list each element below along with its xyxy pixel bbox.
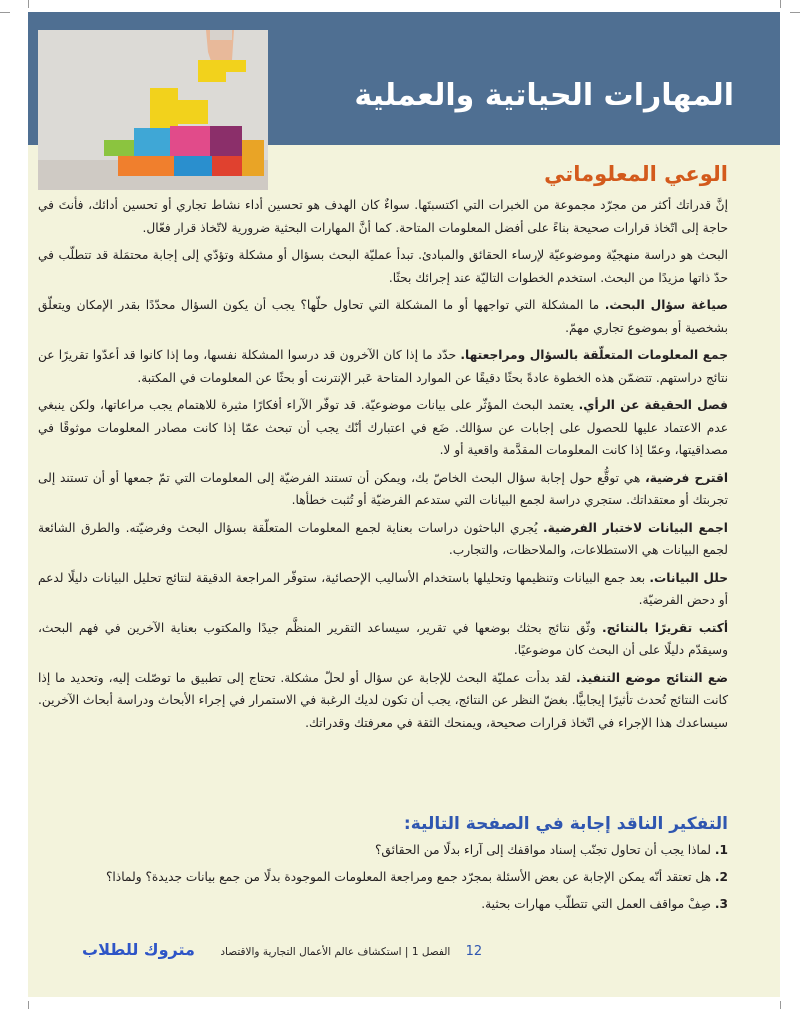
step-term: حلل البيانات.: [649, 570, 728, 585]
step-term: صياغة سؤال البحث.: [604, 298, 729, 312]
critical-thinking-box: [38, 814, 728, 921]
question-text: هل تعتقد أنّه يمكن الإجابة عن بعض الأسئلة بمجرّد جمع ومراجعة المعلومات الموجودة بدلًا من جمع بيانات جديدة؟ ولماذا؟: [105, 870, 715, 884]
question-item: [38, 894, 728, 915]
crop-mark: [780, 1001, 781, 1009]
section-title: الوعي المعلوماتي: [544, 162, 728, 186]
step-paragraph: [38, 294, 728, 339]
step-paragraph: [38, 567, 728, 612]
critical-thinking-title: التفكير الناقد إجابة في الصفحة التالية:: [403, 814, 728, 834]
intro-paragraph: إنَّ قدراتك أكثر من مجرّد مجموعة من الخبرات التي اكتسبتَها. سواءٌ كان الهدف هو تحسين أداء نشاط تجاري أو تحسين أدائك، فأنتَ في حاجة إلى اتّخاذ قرارات صحيحة بناءً على أفضل المعلومات المتاحة. كما أنَّ المهارات البحثية ضرورية لاتّخاذ قرار فعّال.: [38, 198, 728, 235]
step-text: بعد جمع البيانات وتنظيمها وتحليلها باستخدام الأساليب الإحصائية، ستوفّر المراجعة الدقيقة لنتائج تحليل البيانات دليلًا لدعم أو دحض الفرضيّة.: [38, 570, 728, 607]
page-footer: [82, 940, 502, 959]
crop-mark: [28, 0, 29, 8]
step-term: ضع النتائج موضع التنفيذ.: [575, 670, 728, 685]
intro-paragraph: البحث هو دراسة منهجيّة وموضوعيّة لإرساء الحقائق والمبادئ. تبدأ عمليّة البحث بسؤال أو مشكلة وتؤدّي إلى إجابة محتمَلة قد تتطلّب في حدّ ذاتها مزيدًا من البحث. استخدم الخطوات التاليّة عند إجرائك بحثًا.: [38, 248, 728, 285]
step-text: يُجري الباحثون دراسات بعناية لجمع المعلومات المتعلّقة بسؤال البحث وفرضيّته. والطرق الشائعة لجمع البيانات هي الاستطلاعات، والملاحظات، والتجارب.: [38, 520, 728, 557]
step-text: حدّد ما إذا كان الآخرون قد درسوا المشكلة نفسها، وما إذا كانوا قد أعدّوا تقريرًا عن نتائج دراستهم. تتضمّن هذه الخطوة عادةً بحثًا دقيقًا عن الموارد المتاحة عَبر الإنترنت أو بحثًا عن المعلومات في المكتبة.: [38, 348, 728, 385]
step-text: يعتمد البحث المؤثّر على بيانات موضوعيّة. قد توفّر الآراء أفكارًا مثيرة للاهتمام يجب مراعاتها، ولكن ينبغي عدم الاعتماد عليها للحصول على إجابات عن سؤالك. ضَع في اعتبارك أنّك يجب أن تبحث عمّا إذا كانت مصادر المعلومات موثوقًا في مصداقيتها، وعمّا إذا كانت المعلومات المقدَّمة واقعية أو لا.: [38, 398, 728, 457]
step-text: ما المشكلة التي تواجهها أو ما المشكلة التي تحاول حلّها؟ يجب أن يكون السؤال محدّدًا بقدر الإمكان ويتعلّق بشخصية أو بموضوع تجاري مهمّ.: [38, 298, 728, 335]
question-item: [38, 840, 728, 861]
crop-mark: [0, 12, 10, 13]
question-item: [38, 867, 728, 888]
step-term: أكتب تقريرًا بالنتائج.: [602, 620, 728, 635]
crop-mark: [780, 0, 781, 8]
step-paragraph: [38, 467, 728, 512]
question-number: 2.: [714, 870, 728, 884]
step-paragraph: [38, 517, 728, 562]
blocks-illustration: [38, 30, 268, 190]
step-text: وثّق نتائج بحثك بوضعها في تقرير، سيساعد التقرير المنظَّم جيدًا والمكتوب بعناية الآخرين في فهم البحث، وسيقدّم دليلًا على أن البحث كان موضوعيًا.: [38, 620, 728, 657]
step-term: فصل الحقيقة عن الرأي.: [578, 398, 728, 412]
stacked-blocks-photo: [38, 30, 268, 190]
step-term: جمع المعلومات المتعلّقة بالسؤال ومراجعتها.: [460, 348, 728, 362]
question-number: 3.: [714, 897, 728, 911]
student-note: متروك للطلاب: [82, 940, 195, 959]
step-paragraph: [38, 394, 728, 462]
step-paragraph: [38, 617, 728, 662]
crop-mark: [790, 12, 800, 13]
step-paragraph: [38, 667, 728, 735]
step-term: اجمع البيانات لاختبار الفرضية.: [543, 520, 728, 535]
body-text: [38, 194, 728, 739]
page-number: 12: [465, 944, 483, 959]
step-paragraph: [38, 344, 728, 389]
question-text: صِفْ مواقف العمل التي تتطلّب مهارات بحثية.: [481, 897, 715, 911]
textbook-page: [28, 12, 780, 997]
chapter-label: الفصل 1 | استكشاف عالم الأعمال التجارية والاقتصاد: [220, 946, 451, 958]
question-text: لماذا يجب أن تحاول تجنّب إسناد مواقفك إلى آراء بدلًا من الحقائق؟: [374, 843, 715, 857]
step-text: لقد بدأت عمليّة البحث للإجابة عن سؤال أو لحلّ مشكلة. تحتاج إلى تطبيق ما توصّلت إليه، وتحديد ما إذا كانت النتائج تُحدث تأثيرًا إيجابيًّا. بغضّ النظر عن النتائج، يجب أن تكون لديك الرغبة في الاستمرار في إجراء الأبحاث ودراسة أبحاث الآخرين. سيساعدك هذا الإجراء في اتّخاذ قرارات صحيحة، ويمنحك الثقة في معرفتك وقدراتك.: [38, 670, 728, 730]
crop-mark: [28, 1001, 29, 1009]
step-text: هي توقُّع حول إجابة سؤال البحث الخاصّ بك، ويمكن أن تستند الفرضيّة إلى المعلومات التي تمّ جمعها أو أن تستند إلى تجربتك أو معتقداتك. ستجري دراسة لجمع البيانات التي ستدعم الفرضيّة أو تُثبت خطأها.: [38, 470, 728, 507]
step-term: اقترح فرضية،: [645, 470, 729, 485]
question-number: 1.: [714, 843, 728, 857]
chapter-title: المهارات الحياتية والعملية: [354, 78, 734, 113]
